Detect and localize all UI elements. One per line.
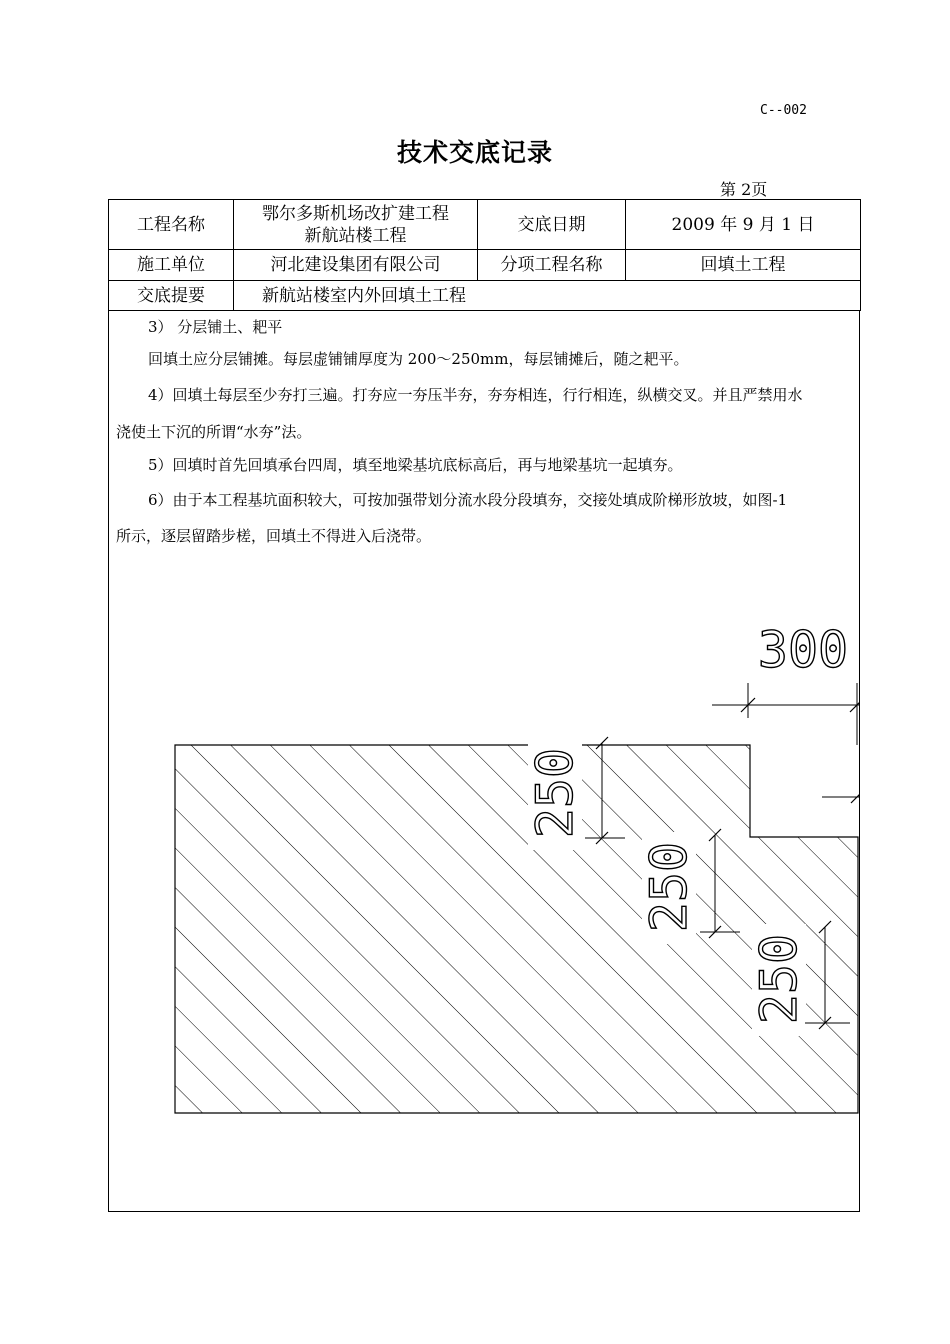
dim-label-step1: 250 [526, 747, 584, 839]
summary-label: 交底提要 [109, 281, 234, 311]
dim-label-300: 300 [757, 621, 849, 679]
date-label: 交底日期 [478, 200, 626, 250]
header-table [108, 199, 861, 311]
page-title: 技术交底记录 [396, 138, 553, 167]
project-name-line1: 鄂尔多斯机场改扩建工程 [262, 203, 449, 224]
date-value: 2009 年 9 月 1 日 [626, 200, 861, 250]
document-code: C--002 [760, 103, 807, 118]
project-name-label: 工程名称 [109, 200, 234, 250]
page-number: 第 2页 [720, 180, 768, 199]
unit-label: 施工单位 [109, 250, 234, 281]
paragraph-4-line1: 4）回填土每层至少夯打三遍。打夯应一夯压半夯，夯夯相连，行行相连，纵横交叉。并且严禁用水 [148, 386, 803, 404]
subproject-label: 分项工程名称 [478, 250, 626, 281]
dim-label-step2: 250 [640, 841, 698, 933]
paragraph-4-line2: 浇使土下沉的所谓“水夯”法。 [116, 423, 312, 441]
paragraph-5: 5）回填时首先回填承台四周，填至地梁基坑底标高后，再与地梁基坑一起填夯。 [148, 456, 683, 474]
dim-label-step3: 250 [750, 933, 808, 1025]
project-name-value [234, 200, 478, 250]
unit-value: 河北建设集团有限公司 [234, 250, 478, 281]
summary-value: 新航站楼室内外回填土工程 [234, 281, 861, 311]
paragraph-3: 3） 分层铺土、耙平 [148, 318, 283, 336]
subproject-value: 回填土工程 [626, 250, 861, 281]
project-name-line2: 新航站楼工程 [304, 225, 407, 246]
paragraph-6-line1: 6）由于本工程基坑面积较大，可按加强带划分流水段分段填夯，交接处填成阶梯形放坡，如图-1 [148, 491, 788, 509]
paragraph-3-detail: 回填土应分层铺摊。每层虚铺铺厚度为 200～250mm，每层铺摊后，随之耙平。 [148, 350, 689, 368]
paragraph-6-line2: 所示，逐层留踏步槎，回填土不得进入后浇带。 [116, 527, 432, 545]
step-backfill-figure [108, 600, 860, 1130]
